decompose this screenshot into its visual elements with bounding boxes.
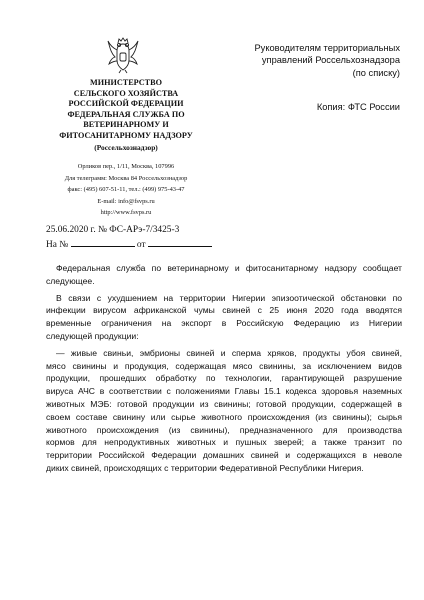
reg-date-label: от xyxy=(136,240,146,250)
body-line: продукции, прошедших обработку по технологии, гарантирующей разрушение xyxy=(46,373,402,384)
coat-of-arms-emblem xyxy=(106,36,140,74)
incoming-reference-line xyxy=(46,238,212,250)
body-line: диких свиней, происходящих с территории Федеративной Республики Нигерия. xyxy=(46,462,364,473)
body-line: следующей продукции: xyxy=(46,330,139,341)
email-link[interactable]: E-mail: info@fsvps.ru xyxy=(97,197,155,205)
organization-name xyxy=(52,78,200,142)
body-line: — живые свиньи, эмбрионы свиней и сперма хряков, продукты убоя свиней, xyxy=(56,347,402,358)
telegram-address: Для телеграмм: Москва 84 Россельхознадзор xyxy=(64,174,188,182)
copy-recipient: Копия: ФТС России xyxy=(316,102,400,112)
website-link[interactable]: http://www.fsvps.ru xyxy=(100,209,152,217)
reg-number-blank xyxy=(71,238,135,247)
body-line: мясо свинины и продукция, содержащая мясо свинины, за исключением видов xyxy=(46,360,402,371)
body-line: кормов для непродуктивных животных и пушных зверей; а также транзит по xyxy=(46,437,402,448)
fax-phone: факс: (495) 607-51-11, тел.: (499) 975-43-47 xyxy=(67,186,185,194)
document-reference: 25.06.2020 г. № ФС-АРэ-7/3425-3 xyxy=(46,225,180,235)
reg-date-blank xyxy=(148,238,212,247)
addressee-line: управлений Россельхознадзора xyxy=(261,55,400,66)
body-line: В связи с ухудшением на территории Нигерии эпизоотической обстановки по xyxy=(56,292,402,303)
body-line: животных МЭБ: готовой продукции из свинины; готовой продукции, содержащей в xyxy=(46,398,402,409)
org-line: СЕЛЬСКОГО ХОЗЯЙСТВА xyxy=(73,88,179,98)
body-line: животного происхождения (из свинины), предназначенного для производства xyxy=(46,424,402,435)
body-line: инфекции вирусом африканской чумы свиней с 25 июня 2020 года вводятся xyxy=(46,305,402,316)
contact-block xyxy=(52,161,200,219)
org-line: ФЕДЕРАЛЬНАЯ СЛУЖБА ПО xyxy=(67,109,185,119)
body-line: вируса АЧС в соответствии с положениями Главы 15.1 кодекса здоровья наземных xyxy=(46,386,402,397)
org-short-name: (Россельхознадзор) xyxy=(94,143,158,152)
addressee-line: (по списку) xyxy=(352,67,400,78)
addressee-block xyxy=(230,42,400,79)
org-line: ВЕТЕРИНАРНОМУ И xyxy=(83,120,169,130)
postal-address: Орликов пер., 1/11, Москва, 107996 xyxy=(77,163,175,170)
body-line: временные ограничения на экспорт в Российскую Федерацию из Нигерии xyxy=(46,318,402,329)
org-line: РОССИЙСКОЙ ФЕДЕРАЦИИ xyxy=(68,99,184,109)
org-line: ФИТОСАНИТАРНОМУ НАДЗОРУ xyxy=(59,130,193,140)
org-line: МИНИСТЕРСТВО xyxy=(90,78,162,87)
letter-body xyxy=(46,262,402,475)
addressee-line: Руководителям территориальных xyxy=(254,43,400,53)
body-line: своем составе свинину или сырье животного происхождения (из свинины); сырья xyxy=(46,411,402,422)
reg-number-label: На № xyxy=(46,240,69,250)
body-line: следующее. xyxy=(46,275,95,286)
body-line: Федеральная служба по ветеринарному и фитосанитарному надзору сообщает xyxy=(56,263,402,273)
body-line: территории Российской Федерации домашних свиней и содержащихся в неволе xyxy=(46,450,402,461)
